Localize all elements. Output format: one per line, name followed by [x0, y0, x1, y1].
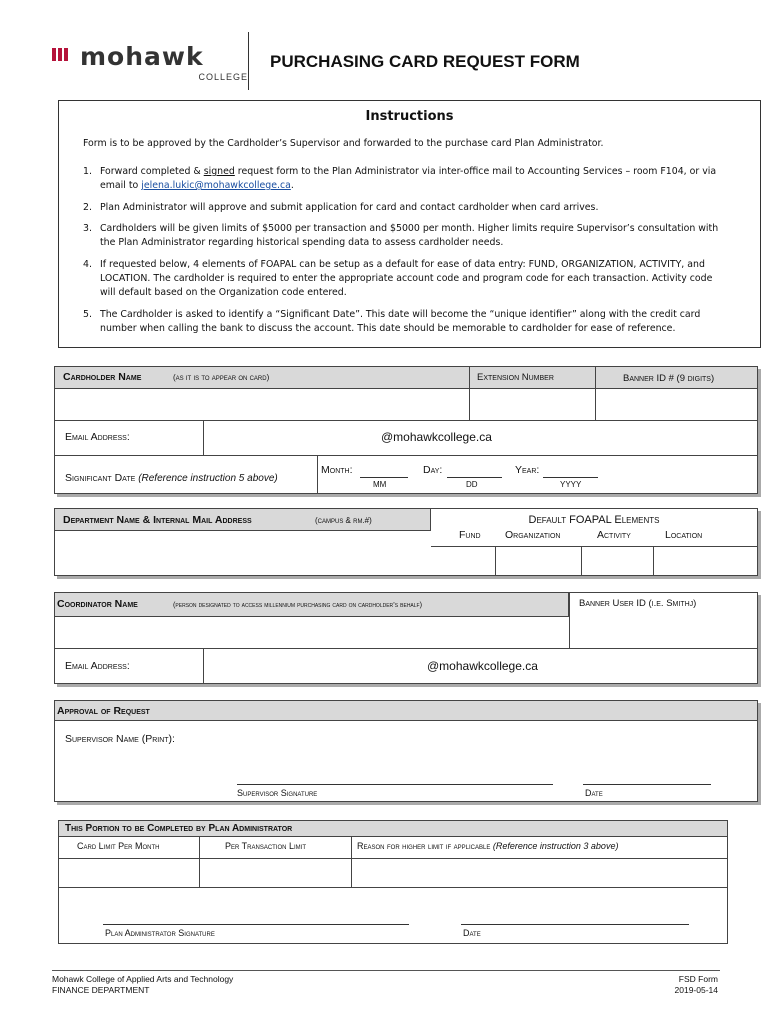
- footer-form-id: FSD Form: [678, 974, 718, 984]
- instruction-num: 5.: [83, 309, 92, 320]
- divider: [595, 367, 596, 421]
- coordinator-name-field[interactable]: [57, 618, 567, 647]
- cardholder-name-field[interactable]: [57, 389, 467, 420]
- significant-date-note: (Reference instruction 5 above): [138, 473, 278, 484]
- card-limit-field[interactable]: [61, 859, 198, 886]
- foapal-title: Default FOAPAL Elements: [528, 514, 660, 526]
- instruction-item-4: [83, 258, 723, 300]
- year-label: Year:: [515, 464, 540, 476]
- admin-date-label: Date: [463, 928, 481, 938]
- significant-date-label: [65, 472, 278, 484]
- month-label: Month:: [321, 464, 353, 476]
- coordinator-section: [54, 592, 758, 684]
- email-label: Email Address:: [65, 431, 130, 443]
- coordinator-email-label: Email Address:: [65, 660, 130, 672]
- approval-date-line[interactable]: [583, 784, 711, 785]
- per-transaction-label: Per Transaction Limit: [225, 841, 307, 851]
- footer-right: [675, 974, 718, 996]
- day-label: Day:: [423, 464, 443, 476]
- admin-date-line[interactable]: [461, 924, 689, 925]
- divider: [569, 593, 570, 648]
- supervisor-name-field[interactable]: [215, 729, 745, 751]
- admin-email-link[interactable]: jelena.lukic@mohawkcollege.ca: [141, 180, 291, 191]
- instruction-text: request form to the Plan Administrator via inter-office mail to Accounting Services – room F104, or via email to: [100, 166, 717, 191]
- per-transaction-field[interactable]: [201, 859, 350, 886]
- cardholder-name-note: (as it is to appear on card): [173, 373, 270, 382]
- supervisor-signature-line[interactable]: [237, 784, 553, 785]
- instruction-text: .: [290, 180, 294, 191]
- admin-signature-line[interactable]: [103, 924, 409, 925]
- location-label: Location: [665, 529, 703, 541]
- footer-department: FINANCE DEPARTMENT: [52, 985, 150, 995]
- dd-label: DD: [466, 480, 478, 489]
- approval-header-bar: [55, 701, 757, 721]
- instruction-num: 2.: [83, 202, 92, 213]
- instruction-item-2: [83, 201, 723, 215]
- coordinator-name-label: Coordinator Name: [57, 598, 138, 610]
- card-limit-label: Card Limit Per Month: [77, 841, 160, 851]
- logo-college: COLLEGE: [198, 72, 248, 82]
- instruction-item-5: [83, 308, 723, 336]
- instruction-text: Cardholders will be given limits of $5000 per transaction and $5000 per month. Higher limits require Supervisor’s consultation with the Plan Administrator regarding historical spending data to assess cardholder needs.: [100, 223, 719, 248]
- admin-section: [58, 820, 728, 944]
- approval-section: [54, 700, 758, 802]
- banner-id-label: Banner ID # (9 digits): [623, 373, 715, 384]
- divider: [351, 837, 352, 887]
- department-section: [54, 508, 758, 576]
- extension-label: Extension Number: [477, 372, 554, 383]
- supervisor-name-label: Supervisor Name (Print):: [65, 733, 175, 745]
- instruction-text: Forward completed &: [100, 166, 204, 177]
- divider: [59, 887, 727, 888]
- instruction-text: If requested below, 4 elements of FOAPAL can be setup as a default for ease of data entry: FUND, ORGANIZATION, ACTIVITY, and LOCATION. The cardholder is required to enter the appropriate account code and program code for each transaction. Activity code will default based on the Organization code entered.: [100, 259, 713, 298]
- activity-label: Activity: [597, 529, 631, 541]
- divider: [199, 837, 200, 887]
- reason-note: (Reference instruction 3 above): [492, 841, 619, 851]
- coordinator-banner-field[interactable]: [571, 615, 757, 647]
- month-field[interactable]: [360, 477, 408, 478]
- cardholder-name-label: Cardholder Name: [63, 371, 142, 383]
- coordinator-note: (person designated to access millennium purchasing card on cardholder’s behalf): [173, 600, 423, 609]
- approval-date-label: Date: [585, 788, 603, 798]
- department-label: Department Name & Internal Mail Address: [63, 514, 252, 526]
- divider: [317, 455, 318, 493]
- day-field[interactable]: [447, 477, 502, 478]
- divider: [469, 367, 470, 421]
- location-field[interactable]: [654, 547, 757, 575]
- banner-id-field[interactable]: [597, 389, 757, 420]
- approval-label: Approval of Request: [57, 705, 150, 717]
- coordinator-banner-label: Banner User ID (i.e. Smithj): [579, 598, 697, 609]
- organization-label: Organization: [505, 529, 561, 541]
- instructions-heading: Instructions: [365, 109, 454, 124]
- cardholder-email-domain: @mohawkcollege.ca: [381, 430, 492, 444]
- reason-label: [357, 841, 618, 851]
- instruction-text: Plan Administrator will approve and submit application for card and contact cardholder when card arrives.: [100, 202, 599, 213]
- fund-label: Fund: [459, 529, 481, 541]
- header-divider: [248, 32, 249, 90]
- divider: [203, 420, 204, 456]
- footer-form-date: 2019-05-14: [674, 985, 718, 995]
- page-title: PURCHASING CARD REQUEST FORM: [270, 52, 580, 71]
- footer-left: [52, 974, 233, 996]
- instruction-num: 1.: [83, 166, 92, 177]
- footer-college-name: Mohawk College of Applied Arts and Technology: [52, 974, 234, 984]
- coordinator-email-domain: @mohawkcollege.ca: [427, 659, 538, 673]
- organization-field[interactable]: [496, 547, 580, 575]
- logo-word: mohawk: [80, 42, 204, 71]
- logo-bars-icon: [52, 48, 70, 66]
- instruction-item-1: [83, 165, 723, 193]
- instructions-intro: Form is to be approved by the Cardholder’s Supervisor and forwarded to the purchase card Plan Administrator.: [83, 138, 604, 149]
- footer-divider: [52, 970, 720, 971]
- yyyy-label: YYYY: [560, 480, 582, 489]
- instruction-item-3: [83, 222, 723, 250]
- instructions-box: [58, 100, 761, 348]
- mohawk-logo: [52, 42, 248, 88]
- admin-signature-label: Plan Administrator Signature: [105, 928, 215, 938]
- reason-text: Reason for higher limit if applicable: [357, 841, 491, 851]
- year-field[interactable]: [543, 477, 598, 478]
- department-note: (campus & rm.#): [315, 516, 372, 525]
- reason-field[interactable]: [353, 859, 726, 886]
- activity-field[interactable]: [582, 547, 652, 575]
- mm-label: MM: [373, 480, 387, 489]
- significant-date-text: Significant Date: [65, 472, 136, 484]
- divider: [203, 648, 204, 684]
- extension-field[interactable]: [471, 389, 593, 420]
- fund-field[interactable]: [433, 547, 494, 575]
- cardholder-section: [54, 366, 758, 494]
- supervisor-signature-label: Supervisor Signature: [237, 788, 318, 798]
- instruction-text: The Cardholder is asked to identify a “Significant Date”. This date will become the “unique identifier” along with the credit card number when calling the bank to discuss the account. This date should be memorable to cardholder for ease of reference.: [100, 309, 701, 334]
- divider: [55, 455, 757, 456]
- admin-label: This Portion to be Completed by Plan Administrator: [65, 823, 293, 834]
- instruction-num: 3.: [83, 223, 92, 234]
- instruction-num: 4.: [83, 259, 92, 270]
- signed-emphasis: signed: [203, 166, 235, 177]
- department-field[interactable]: [57, 532, 429, 575]
